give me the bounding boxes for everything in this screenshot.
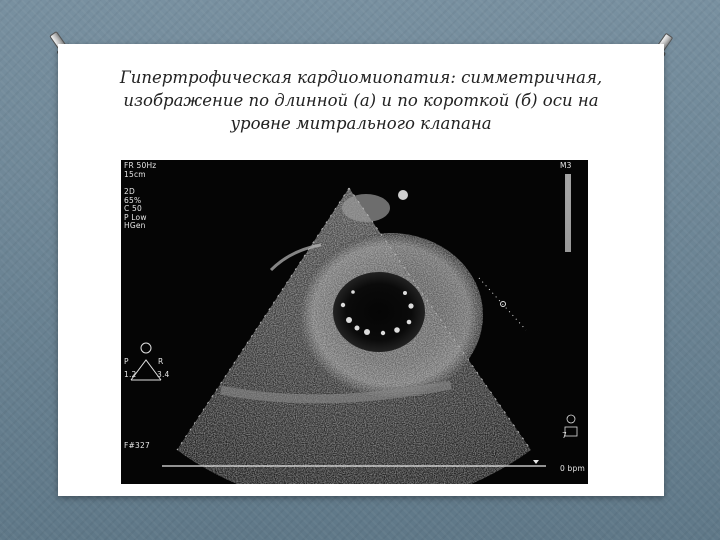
- probe-left-value: 1.2: [124, 370, 137, 379]
- frame-number-label: F#327: [124, 441, 150, 450]
- depth-caliper: [479, 278, 526, 330]
- slide-title: Гипертрофическая кардиомиопатия: симметричная, изображение по длинной (а) и по короткой (б) оси на уровне митрального клапана: [119, 68, 603, 133]
- probe-right-value: 3.4: [157, 370, 170, 379]
- probe-p-label: P: [124, 357, 129, 366]
- heart-rate-label: 0 bpm: [560, 464, 585, 473]
- echocardiogram-image: [121, 160, 588, 484]
- imaging-params-label: 2D 65% C 50 P Low HGen: [124, 187, 147, 230]
- ultrasound-sector: [121, 160, 588, 484]
- frame-rate-label: FR 50Hz 15cm: [124, 161, 157, 179]
- probe-r-label: R: [158, 357, 164, 366]
- lv-cavity: [333, 272, 425, 352]
- depth-marker-label: 7: [562, 431, 567, 440]
- mode-label: M3: [560, 161, 572, 170]
- marker-dot: [398, 190, 408, 200]
